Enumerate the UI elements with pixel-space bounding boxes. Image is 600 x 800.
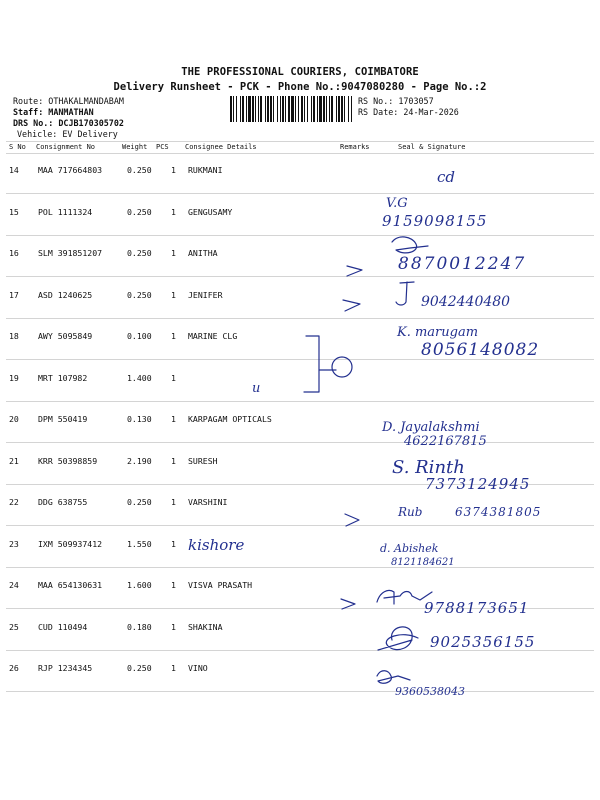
phone-23: 8121184621	[391, 557, 455, 568]
row-sno: 21	[9, 455, 19, 466]
row-pcs: 1	[171, 455, 176, 466]
table-row	[0, 195, 600, 236]
row-weight: 0.250	[127, 289, 152, 300]
barcode-icon	[229, 96, 353, 122]
row-weight: 1.550	[127, 538, 152, 549]
row-consignment-no: MAA 717664803	[38, 165, 103, 175]
table-row	[0, 402, 600, 443]
rs-date: RS Date: 24-Mar-2026	[358, 107, 459, 117]
table-row	[0, 527, 600, 568]
phone-18: 8056148082	[421, 340, 540, 360]
phone-17: 9042440480	[421, 294, 511, 310]
staff-label: Staff: MANMATHAN	[13, 107, 94, 117]
row-sno: 24	[9, 580, 19, 590]
row-consignee: ANITHA	[188, 248, 218, 258]
table-top-rule	[6, 141, 594, 142]
row-pcs: 1	[171, 663, 176, 673]
phone-26: 9360538043	[395, 685, 465, 698]
col-pcs: PCS	[156, 143, 169, 151]
row-pcs: 1	[171, 289, 176, 300]
row-consignee: RUKMANI	[188, 165, 223, 175]
row-weight: 0.250	[127, 206, 152, 217]
row-pcs: 1	[171, 372, 176, 383]
row-sno: 15	[9, 206, 19, 217]
row-consignment-no: KRR 50398859	[38, 455, 98, 466]
col-sno: S No	[9, 143, 26, 151]
col-remarks: Remarks	[340, 143, 370, 151]
page-title: THE PROFESSIONAL COURIERS, COIMBATORE	[181, 66, 419, 78]
row-weight: 2.190	[127, 455, 152, 466]
row-consignee: MARINE CLG	[188, 331, 238, 341]
row-consignee: VISVA PRASATH	[188, 580, 253, 590]
row-weight: 0.100	[127, 331, 152, 341]
row-consignment-no: POL 1111324	[38, 206, 93, 217]
row-weight: 0.250	[127, 497, 152, 507]
vehicle-label: Vehicle: EV Delivery	[17, 129, 118, 139]
signature-20: D. Jayalakshmi	[382, 420, 480, 435]
page-subtitle: Delivery Runsheet - PCK - Phone No.:9047080280 - Page No.:2	[113, 81, 487, 93]
drs-number: DRS No.: DCJB170305702	[13, 118, 124, 128]
row-consignee: SURESH	[188, 455, 218, 466]
row-consignee: SHAKINA	[188, 621, 223, 632]
phone-24: 9788173651	[424, 599, 530, 617]
row-pcs: 1	[171, 331, 176, 341]
row-pcs: 1	[171, 497, 176, 507]
row-pcs: 1	[171, 580, 176, 590]
row-consignee: JENIFER	[188, 289, 223, 300]
row-pcs: 1	[171, 621, 176, 632]
col-consignee: Consignee Details	[185, 143, 257, 151]
row-weight: 1.600	[127, 580, 152, 590]
signature-18: K. marugam	[397, 325, 479, 340]
row-weight: 0.130	[127, 414, 152, 424]
table-row	[0, 651, 600, 692]
row-sno: 19	[9, 372, 19, 383]
row-consignee: KARPAGAM OPTICALS	[188, 414, 272, 424]
signature-15: V.G	[386, 196, 408, 211]
row-consignment-no: MAA 654130631	[38, 580, 103, 590]
col-weight: Weight	[122, 143, 148, 151]
table-row	[0, 153, 600, 194]
row-consignment-no: IXM 509937412	[38, 538, 103, 549]
row-sno: 18	[9, 331, 19, 341]
phone-22: 6374381805	[455, 505, 542, 519]
row-sno: 23	[9, 538, 19, 549]
row-weight: 0.250	[127, 165, 152, 175]
row-weight: 0.250	[127, 663, 152, 673]
signature-22: Rub	[398, 505, 423, 519]
row-pcs: 1	[171, 165, 176, 175]
row-consignment-no: CUD 110494	[38, 621, 88, 632]
row-consignment-no: MRT 107982	[38, 372, 88, 383]
row-consignment-no: AWY 5095849	[38, 331, 93, 341]
row-sno: 20	[9, 414, 19, 424]
row-consignment-no: DPM 550419	[38, 414, 88, 424]
row-rule	[6, 691, 594, 692]
row-weight: 1.400	[127, 372, 152, 383]
row-consignment-no: ASD 1240625	[38, 289, 93, 300]
route-label: Route: OTHAKALMANDABAM	[13, 96, 124, 106]
row-pcs: 1	[171, 414, 176, 424]
signature-21: S. Rinth	[392, 457, 465, 478]
row-sno: 26	[9, 663, 19, 673]
phone-25: 9025356155	[430, 633, 536, 651]
signature-23: d. Abishek	[380, 542, 439, 555]
row-sno: 25	[9, 621, 19, 632]
row-pcs: 1	[171, 248, 176, 258]
row-consignee: VARSHINI	[188, 497, 228, 507]
row-sno: 16	[9, 248, 19, 258]
phone-16: 8870012247	[398, 254, 527, 274]
phone-15: 9159098155	[382, 212, 488, 230]
signature-14: cd	[437, 168, 456, 186]
phone-21: 7373124945	[425, 475, 531, 493]
col-consignment: Consignment No	[36, 143, 96, 151]
row-pcs: 1	[171, 206, 176, 217]
col-seal-signature: Seal & Signature	[398, 143, 466, 151]
row-consignment-no: DDG 638755	[38, 497, 88, 507]
row-consignee: GENGUSAMY	[188, 206, 233, 217]
row-consignment-no: SLM 391851207	[38, 248, 103, 258]
row-sno: 22	[9, 497, 19, 507]
row-sno: 14	[9, 165, 19, 175]
row-weight: 0.250	[127, 248, 152, 258]
row-sno: 17	[9, 289, 19, 300]
row-pcs: 1	[171, 538, 176, 549]
phone-20: 4622167815	[404, 434, 487, 449]
table-row	[0, 361, 600, 402]
consignee-handwritten-23: kishore	[188, 536, 245, 554]
row-weight: 0.180	[127, 621, 152, 632]
row-consignment-no: RJP 1234345	[38, 663, 93, 673]
row-consignee: VINO	[188, 663, 208, 673]
mark-19: u	[252, 381, 261, 396]
rs-number: RS No.: 1703057	[358, 96, 434, 106]
